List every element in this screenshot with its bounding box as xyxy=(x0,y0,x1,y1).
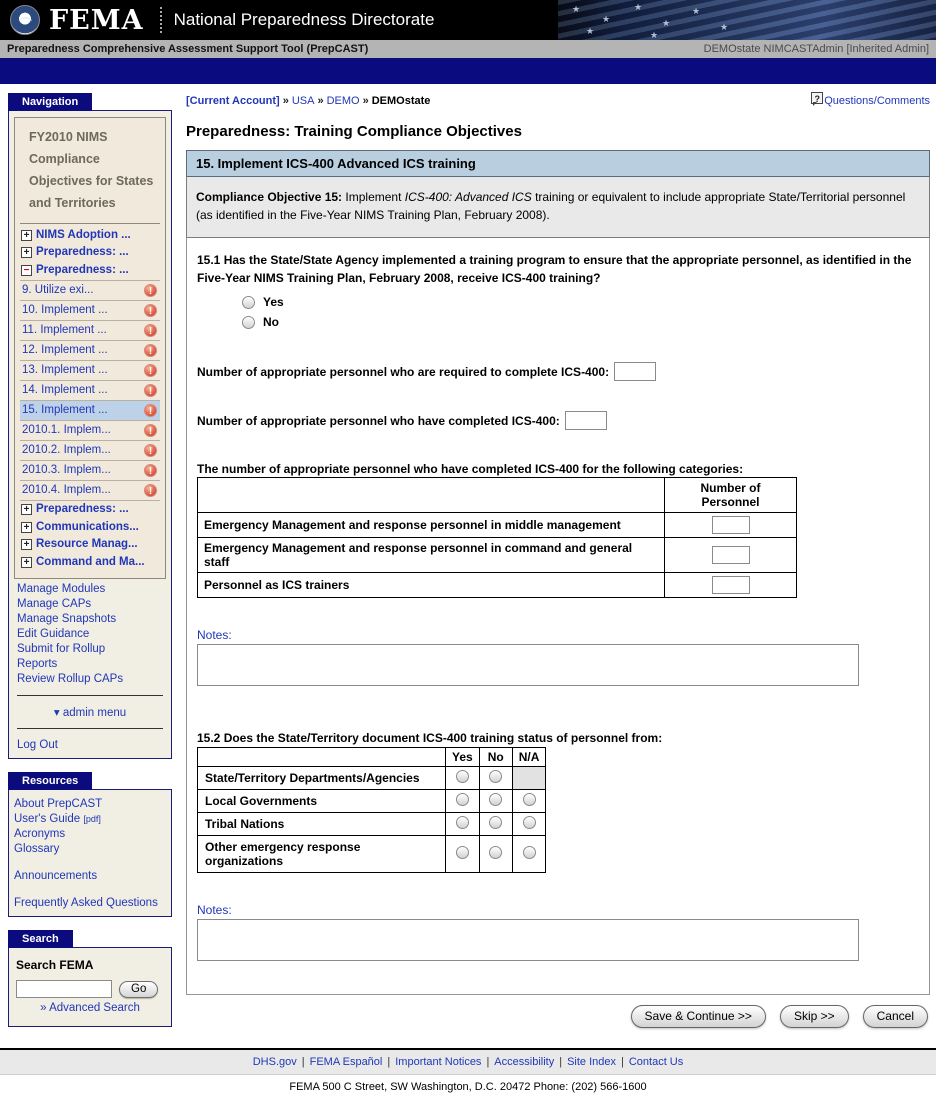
resource-link[interactable]: Glossary xyxy=(14,842,60,855)
resource-link[interactable]: About PrepCAST xyxy=(14,797,103,810)
nav-tree-group[interactable] xyxy=(20,519,160,537)
search-tab: Search xyxy=(8,930,73,948)
logout-link[interactable]: Log Out xyxy=(17,739,58,752)
column-header-yes: Yes xyxy=(446,748,480,767)
radio-cell xyxy=(512,813,546,836)
app-title: Preparedness Comprehensive Assessment Support Tool (PrepCAST) xyxy=(7,43,369,55)
radio-yes[interactable] xyxy=(456,793,469,806)
radio-yes[interactable] xyxy=(456,816,469,829)
radio-yes[interactable] xyxy=(456,770,469,783)
nav-tree-group[interactable] xyxy=(20,536,160,554)
nav-tree-item-label[interactable]: 2010.3. Implem... xyxy=(22,464,111,477)
footer-link[interactable]: DHS.gov xyxy=(252,1056,297,1068)
nav-tree-item[interactable] xyxy=(20,341,160,361)
footer-separator: | xyxy=(486,1056,490,1068)
alert-icon: ! xyxy=(144,484,157,497)
fema-logo: FEMA xyxy=(49,4,144,36)
table-row xyxy=(198,767,546,790)
row-label: State/Territory Departments/Agencies xyxy=(198,767,446,790)
nav-tree-item-label[interactable]: 2010.2. Implem... xyxy=(22,444,111,457)
resources-panel xyxy=(8,789,172,917)
footer-links xyxy=(0,1050,936,1075)
footer-link[interactable]: Accessibility xyxy=(494,1056,555,1068)
nav-tree-group-label[interactable]: Communications... xyxy=(36,520,139,533)
breadcrumb-separator: » xyxy=(317,95,324,107)
footer-address: FEMA 500 C Street, SW Washington, D.C. 20472 Phone: (202) 566-1600 xyxy=(289,1081,647,1093)
flag-banner-image: ★ ★ ★ ★ ★ ★ ★ ★ xyxy=(558,0,936,40)
save-continue-button[interactable]: Save & Continue >> xyxy=(631,1005,766,1028)
alert-icon: ! xyxy=(144,444,157,457)
nav-tree-group[interactable] xyxy=(20,262,160,280)
breadcrumb-separator: » xyxy=(362,95,369,107)
question-15-2: 15.2 Does the State/Territory document ICS-400 training status of personnel from: xyxy=(197,731,663,745)
navigation-panel xyxy=(8,110,172,759)
search-go-button[interactable]: Go xyxy=(119,981,158,998)
nav-tree xyxy=(14,117,166,579)
radio-yes-label: Yes xyxy=(263,295,284,309)
spacer xyxy=(14,883,166,895)
nav-tree-item-label[interactable]: 2010.4. Implem... xyxy=(22,484,111,497)
nav-tree-item[interactable] xyxy=(20,481,160,501)
footer-separator: | xyxy=(387,1056,391,1068)
header-divider xyxy=(160,7,162,33)
resource-link[interactable]: Acronyms xyxy=(14,827,66,840)
sidebar-link[interactable]: Edit Guidance xyxy=(17,627,90,640)
radio-no[interactable] xyxy=(489,793,502,806)
notes-label-2: Notes: xyxy=(197,903,232,917)
admin-menu-toggle[interactable]: ▾ admin menu xyxy=(53,707,127,720)
breadcrumb xyxy=(186,95,430,107)
notes-textarea-2[interactable] xyxy=(197,919,859,961)
collapse-icon[interactable]: − xyxy=(21,265,32,276)
alert-icon: ! xyxy=(144,364,157,377)
notes-label-1: Notes: xyxy=(197,628,232,642)
nav-tree-item[interactable] xyxy=(20,421,160,441)
footer-link[interactable]: Site Index xyxy=(567,1056,616,1068)
footer-separator: | xyxy=(301,1056,305,1068)
nav-tree-group-label[interactable]: NIMS Adoption ... xyxy=(36,228,131,241)
category-label: Emergency Management and response personnel in middle management xyxy=(198,513,665,538)
column-header-no: No xyxy=(479,748,512,767)
sidebar-links xyxy=(14,579,166,688)
expand-icon[interactable]: + xyxy=(21,247,32,258)
nav-tree-group[interactable] xyxy=(20,244,160,262)
radio-no-label: No xyxy=(263,315,279,329)
divider xyxy=(17,728,163,729)
nav-tree-item-label[interactable]: 2010.1. Implem... xyxy=(22,424,111,437)
number-of-personnel-header: Number of Personnel xyxy=(665,478,797,513)
breadcrumb-current: DEMOstate xyxy=(371,95,431,107)
alert-icon: ! xyxy=(144,344,157,357)
nav-tree-item[interactable] xyxy=(20,361,160,381)
radio-no[interactable] xyxy=(489,846,502,859)
nav-tree-item-label[interactable]: 13. Implement ... xyxy=(22,364,108,377)
footer xyxy=(0,1048,936,1103)
personnel-input-cell xyxy=(665,538,797,573)
alert-icon: ! xyxy=(144,464,157,477)
resource-link[interactable]: Announcements xyxy=(14,869,98,882)
alert-icon: ! xyxy=(144,324,157,337)
nav-tree-item-label[interactable]: 14. Implement ... xyxy=(22,384,108,397)
sidebar-link[interactable]: Submit for Rollup xyxy=(17,642,106,655)
radio-cell xyxy=(512,836,546,873)
nav-tree-item[interactable] xyxy=(20,301,160,321)
nav-tree-item-label[interactable]: 12. Implement ... xyxy=(22,344,108,357)
personnel-input-cell xyxy=(665,573,797,598)
resources-tab: Resources xyxy=(8,772,92,790)
expand-icon[interactable]: + xyxy=(21,230,32,241)
radio-no[interactable] xyxy=(489,770,502,783)
divider xyxy=(20,223,160,224)
compliance-objective: Compliance Objective 15: Implement ICS-400: Advanced ICS training or equivalent to include appropriate State/Territorial personnel (as identified in the Five-Year NIMS Training Plan, February 2008). xyxy=(186,177,930,238)
alert-icon: ! xyxy=(144,284,157,297)
nav-tree-item-label[interactable]: 9. Utilize exi... xyxy=(22,284,94,297)
alert-icon: ! xyxy=(144,384,157,397)
nav-tree-item-label[interactable]: 10. Implement ... xyxy=(22,304,108,317)
nav-tree-group[interactable] xyxy=(20,554,160,572)
radio-cell xyxy=(479,836,512,873)
main-content xyxy=(186,92,930,1034)
categories-table xyxy=(197,477,797,598)
question-bubble-icon: ? xyxy=(811,92,823,104)
pdf-badge: [pdf] xyxy=(83,813,101,824)
skip-button[interactable]: Skip >> xyxy=(780,1005,849,1028)
directorate-title: National Preparedness Directorate xyxy=(173,10,435,29)
alert-icon: ! xyxy=(144,424,157,437)
personnel-count-input[interactable] xyxy=(712,546,750,564)
table-row xyxy=(198,790,546,813)
resource-link[interactable]: Frequently Asked Questions xyxy=(14,896,158,909)
nav-tree-group[interactable] xyxy=(20,501,160,519)
search-input[interactable] xyxy=(16,980,112,998)
sidebar-link[interactable]: Review Rollup CAPs xyxy=(17,672,124,685)
alert-icon: ! xyxy=(144,404,157,417)
sidebar xyxy=(8,92,172,1027)
sidebar-link[interactable]: Manage CAPs xyxy=(17,597,92,610)
completed-personnel-label: Number of appropriate personnel who have completed ICS-400: xyxy=(197,413,560,428)
search-panel xyxy=(8,947,172,1027)
nav-tree-item[interactable] xyxy=(20,321,160,341)
sidebar-link[interactable]: Manage Snapshots xyxy=(17,612,117,625)
dhs-seal-icon xyxy=(10,5,40,35)
radio-cell xyxy=(446,836,480,873)
breadcrumb-separator: » xyxy=(282,95,289,107)
breadcrumb-link[interactable]: USA xyxy=(291,95,315,107)
nav-tree-group-label[interactable]: Preparedness: ... xyxy=(36,246,129,259)
radio-yes[interactable] xyxy=(456,846,469,859)
radio-cell xyxy=(479,767,512,790)
advanced-search-link[interactable]: » Advanced Search xyxy=(40,1002,140,1015)
row-label: Tribal Nations xyxy=(198,813,446,836)
objective-label: Compliance Objective 15: xyxy=(196,190,343,204)
alert-icon: ! xyxy=(144,304,157,317)
radio-na[interactable] xyxy=(523,793,536,806)
personnel-count-input[interactable] xyxy=(712,576,750,594)
radio-cell xyxy=(446,767,480,790)
nav-tree-item-label[interactable]: 11. Implement ... xyxy=(22,324,107,337)
questions-comments-link[interactable]: ? Questions/Comments xyxy=(811,95,930,107)
nav-tree-item-label[interactable]: 15. Implement ... xyxy=(22,404,108,417)
radio-no[interactable] xyxy=(489,816,502,829)
categories-caption: The number of appropriate personnel who have completed ICS-400 for the following categories: xyxy=(197,462,744,476)
section-header: 15. Implement ICS-400 Advanced ICS training xyxy=(186,150,930,177)
nav-tree-group-label[interactable]: Command and Ma... xyxy=(36,556,145,569)
nav-tree-group-label[interactable]: Preparedness: ... xyxy=(36,264,129,277)
table-row xyxy=(198,836,546,873)
nav-tree-heading: FY2010 NIMS Compliance Objectives for States and Territories xyxy=(29,130,154,210)
spacer xyxy=(14,856,166,868)
radio-na[interactable] xyxy=(523,846,536,859)
nav-tree-group-label[interactable]: Preparedness: ... xyxy=(36,502,129,515)
app-title-bar xyxy=(0,40,936,58)
radio-no[interactable] xyxy=(242,316,255,329)
navigation-tab: Navigation xyxy=(8,93,92,111)
divider xyxy=(17,695,163,696)
radio-cell xyxy=(479,790,512,813)
breadcrumb-link[interactable]: DEMO xyxy=(326,95,360,107)
category-label: Emergency Management and response personnel in command and general staff xyxy=(198,538,665,573)
nav-tree-group-label[interactable]: Resource Manag... xyxy=(36,538,138,551)
personnel-count-input[interactable] xyxy=(712,516,750,534)
question-form xyxy=(186,238,930,995)
navy-banner xyxy=(0,58,936,84)
radio-cell xyxy=(512,767,546,790)
nav-tree-item[interactable] xyxy=(20,381,160,401)
page-title: Preparedness: Training Compliance Objectives xyxy=(186,123,522,140)
chevron-down-icon: ▾ xyxy=(53,707,60,720)
empty-header-cell xyxy=(198,478,665,513)
logged-in-user: DEMOstate NIMCASTAdmin [Inherited Admin] xyxy=(703,43,929,55)
cancel-button[interactable]: Cancel xyxy=(863,1005,928,1028)
nav-tree-item[interactable] xyxy=(20,401,160,421)
row-label: Other emergency response organizations xyxy=(198,836,446,873)
question-15-1: 15.1 Has the State/State Agency implemented a training program to ensure that the appropriate personnel, as identified in the Five-Year NIMS Training Plan, February 2008, receive ICS-400 training? xyxy=(197,253,912,285)
sidebar-link[interactable]: Reports xyxy=(17,657,58,670)
radio-yes[interactable] xyxy=(242,296,255,309)
table-row xyxy=(198,813,546,836)
table-row xyxy=(198,538,797,573)
footer-link[interactable]: FEMA Español xyxy=(309,1056,383,1068)
table-row xyxy=(198,573,797,598)
footer-link[interactable]: Contact Us xyxy=(628,1056,684,1068)
expand-icon[interactable]: + xyxy=(21,522,32,533)
training-status-table xyxy=(197,747,546,873)
breadcrumb-link[interactable]: [Current Account] xyxy=(186,95,280,107)
category-label: Personnel as ICS trainers xyxy=(198,573,665,598)
expand-icon[interactable]: + xyxy=(21,539,32,550)
header-bar xyxy=(0,0,936,40)
empty-header-cell xyxy=(198,748,446,767)
nav-tree-item[interactable] xyxy=(20,280,160,301)
footer-separator: | xyxy=(559,1056,563,1068)
radio-na[interactable] xyxy=(523,816,536,829)
expand-icon[interactable]: + xyxy=(21,557,32,568)
notes-textarea-1[interactable] xyxy=(197,644,859,686)
radio-cell xyxy=(446,813,480,836)
expand-icon[interactable]: + xyxy=(21,504,32,515)
nav-tree-item[interactable] xyxy=(20,461,160,481)
completed-personnel-input[interactable] xyxy=(565,411,607,430)
search-heading: Search FEMA xyxy=(16,958,94,973)
radio-cell xyxy=(446,790,480,813)
sidebar-link[interactable]: Manage Modules xyxy=(17,582,106,595)
row-label: Local Governments xyxy=(198,790,446,813)
footer-separator: | xyxy=(620,1056,624,1068)
footer-link[interactable]: Important Notices xyxy=(395,1056,482,1068)
table-row xyxy=(198,513,797,538)
required-personnel-label: Number of appropriate personnel who are required to complete ICS-400: xyxy=(197,364,610,379)
personnel-input-cell xyxy=(665,513,797,538)
radio-cell xyxy=(512,790,546,813)
nav-tree-item[interactable] xyxy=(20,441,160,461)
nav-tree-group[interactable] xyxy=(20,227,160,245)
required-personnel-input[interactable] xyxy=(614,362,656,381)
column-header-na: N/A xyxy=(512,748,546,767)
resource-link[interactable]: User's Guide [pdf] xyxy=(14,812,101,825)
radio-cell xyxy=(479,813,512,836)
